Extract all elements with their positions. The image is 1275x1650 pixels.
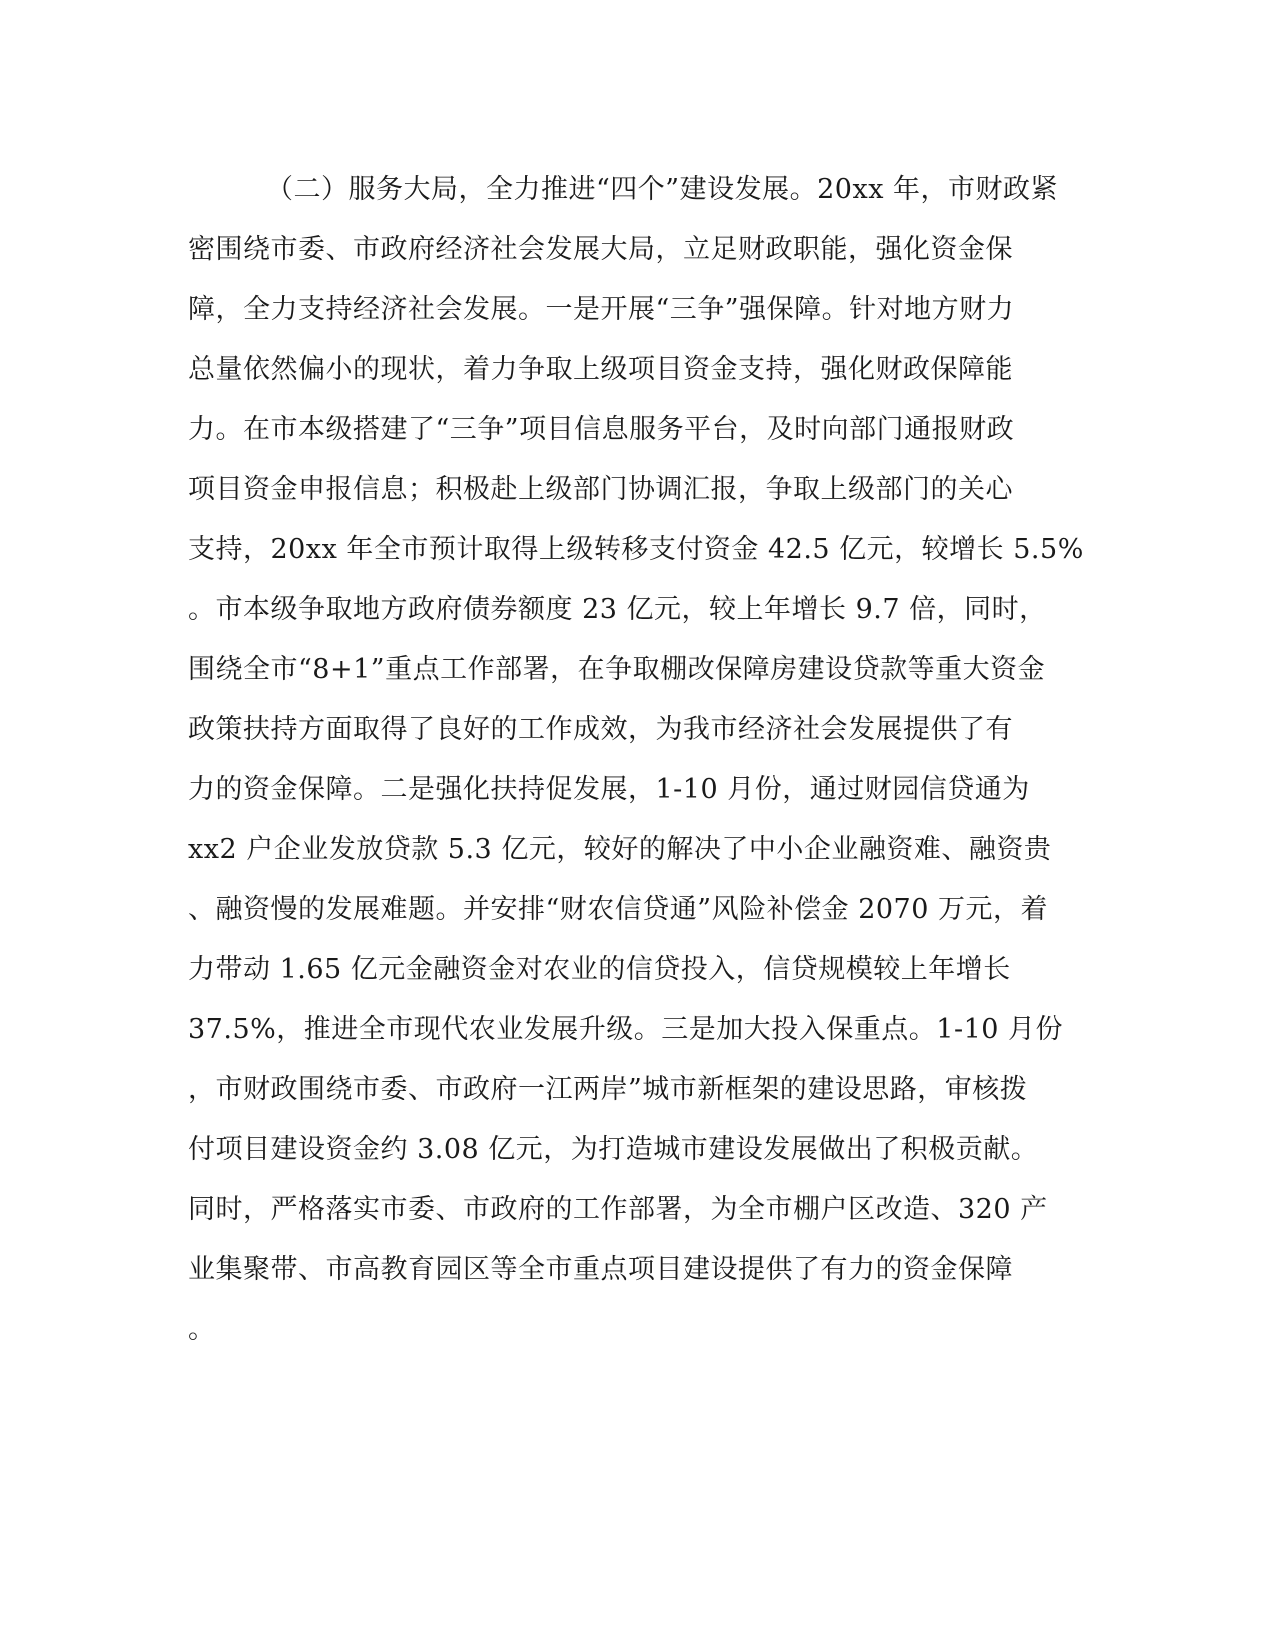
paragraph-line: 总量依然偏小的现状，着力争取上级项目资金支持，强化财政保障能 bbox=[188, 354, 1013, 385]
paragraph-line: 项目资金申报信息；积极赴上级部门协调汇报，争取上级部门的关心 bbox=[188, 474, 1013, 505]
paragraph-line: 支持，20xx 年全市预计取得上级转移支付资金 42.5 亿元，较增长 5.5% bbox=[188, 534, 1084, 565]
paragraph-line: 业集聚带、市高教育园区等全市重点项目建设提供了有力的资金保障 bbox=[188, 1254, 1013, 1285]
paragraph-line: 力。在市本级搭建了“三争”项目信息服务平台，及时向部门通报财政 bbox=[188, 414, 1015, 445]
paragraph-line: 。 bbox=[188, 1314, 216, 1345]
paragraph-line: 障，全力支持经济社会发展。一是开展“三争”强保障。针对地方财力 bbox=[188, 294, 1015, 325]
paragraph-line: 密围绕市委、市政府经济社会发展大局，立足财政职能，强化资金保 bbox=[188, 234, 1013, 265]
paragraph-line: 、融资慢的发展难题。并安排“财农信贷通”风险补偿金 2070 万元，着 bbox=[188, 894, 1048, 925]
paragraph-line: 力带动 1.65 亿元金融资金对农业的信贷投入，信贷规模较上年增长 bbox=[188, 954, 1011, 985]
paragraph-line: 政策扶持方面取得了良好的工作成效，为我市经济社会发展提供了有 bbox=[188, 714, 1013, 745]
paragraph-line: 付项目建设资金约 3.08 亿元，为打造城市建设发展做出了积极贡献。 bbox=[188, 1134, 1039, 1165]
paragraph-line: 。市本级争取地方政府债券额度 23 亿元，较上年增长 9.7 倍，同时， bbox=[188, 594, 1047, 625]
paragraph-line: ，市财政围绕市委、市政府一江两岸”城市新框架的建设思路，审核拨 bbox=[188, 1074, 1028, 1105]
paragraph-line: 37.5%，推进全市现代农业发展升级。三是加大投入保重点。1-10 月份 bbox=[188, 1014, 1064, 1045]
paragraph bbox=[188, 160, 1088, 1360]
paragraph-line: （二）服务大局，全力推进“四个”建设发展。20xx 年，市财政紧 bbox=[266, 174, 1058, 205]
paragraph-line: xx2 户企业发放贷款 5.3 亿元，较好的解决了中小企业融资难、融资贵 bbox=[188, 834, 1052, 865]
paragraph-line: 力的资金保障。二是强化扶持促发展，1-10 月份，通过财园信贷通为 bbox=[188, 774, 1030, 805]
paragraph-line: 同时，严格落实市委、市政府的工作部署，为全市棚户区改造、320 产 bbox=[188, 1194, 1048, 1225]
paragraph-line: 围绕全市“8+1”重点工作部署，在争取棚改保障房建设贷款等重大资金 bbox=[188, 654, 1046, 685]
